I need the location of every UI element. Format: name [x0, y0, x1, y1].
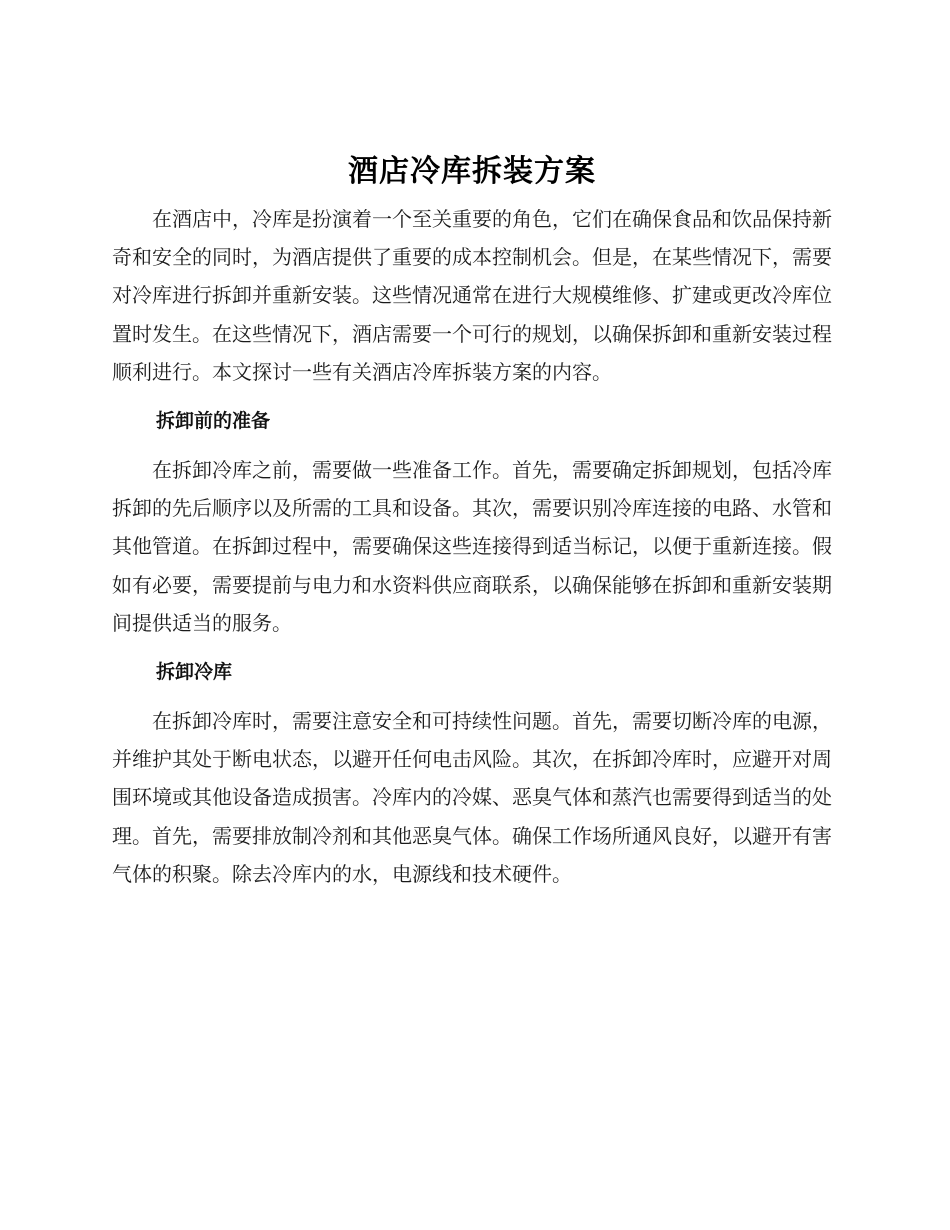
spacer — [112, 642, 832, 649]
document-title: 酒店冷库拆装方案 — [348, 154, 596, 189]
intro-paragraph: 在酒店中，冷库是扮演着一个至关重要的角色，它们在确保食品和饮品保持新奇和安全的同时，为酒店提供了重要的成本控制机会。但是，在某些情况下，需要对冷库进行拆卸并重新安装。这些情况通常在进行大规模维修、扩建或更改冷库位置时发生。在这些情况下，酒店需要一个可行的规划，以确保拆卸和重新安装过程顺利进行。本文探讨一些有关酒店冷库拆装方案的内容。 — [112, 207, 832, 384]
spacer — [112, 444, 832, 451]
document-body — [112, 148, 832, 893]
section-paragraph-dismantling: 在拆卸冷库时，需要注意安全和可持续性问题。首先，需要切断冷库的电源，并维护其处于断电状态，以避开任何电击风险。其次，在拆卸冷库时，应避开对周围环境或其他设备造成损害。冷库内的冷媒、恶臭气体和蒸汽也需要得到适当的处理。首先，需要排放制冷剂和其他恶臭气体。确保工作场所通风良好，以避开有害气体的积聚。除去冷库内的水，电源线和技术硬件。 — [112, 709, 832, 886]
section-heading-preparation: 拆卸前的准备 — [156, 410, 271, 433]
section-paragraph-preparation: 在拆卸冷库之前，需要做一些准备工作。首先，需要确定拆卸规划，包括冷库拆卸的先后顺序以及所需的工具和设备。其次，需要识别冷库连接的电路、水管和其他管道。在拆卸过程中，需要确保这些连接得到适当标记，以便于重新连接。假如有必要，需要提前与电力和水资料供应商联系，以确保能够在拆卸和重新安装期间提供适当的服务。 — [112, 458, 832, 635]
section-heading-dismantling: 拆卸冷库 — [156, 661, 233, 684]
spacer — [112, 391, 832, 398]
spacer — [112, 695, 832, 702]
